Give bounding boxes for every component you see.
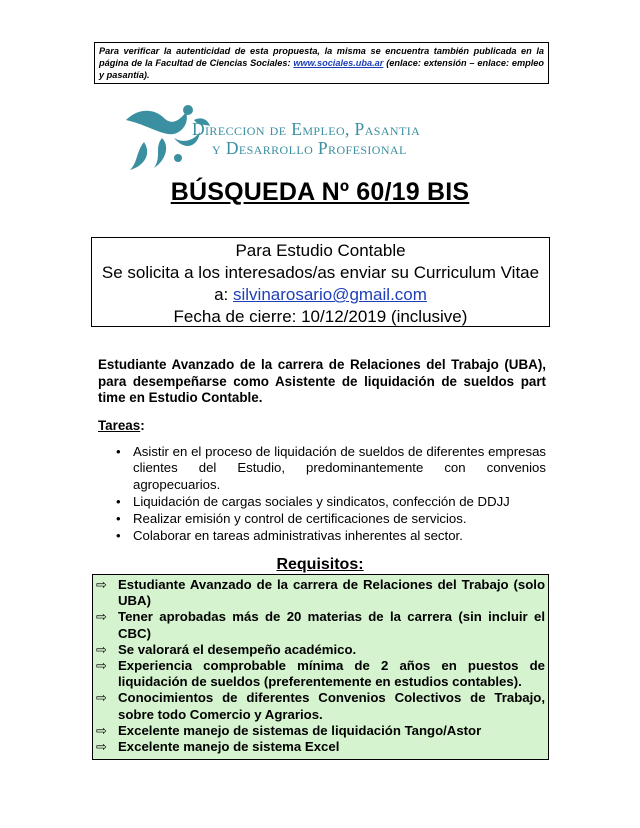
notice-text: Para verificar la autenticidad de esta propuesta, la misma se encuentra también publicada en la página de la Facultad de Ciencias Sociales: (99, 46, 544, 68)
requisitos-box (92, 574, 549, 760)
requisito-text: Estudiante Avanzado de la carrera de Relaciones del Trabajo (solo UBA) (118, 577, 545, 609)
list-item (96, 609, 545, 641)
list-item (116, 494, 546, 510)
tarea-text: Liquidación de cargas sociales y sindicatos, confección de DDJJ (133, 493, 510, 509)
requisitos-heading: Requisitos: (276, 556, 364, 573)
logo-line-2: y Desarrollo Profesional (212, 138, 407, 158)
tarea-text: Colaborar en tareas administrativas inherentes al sector. (133, 528, 463, 544)
list-item (96, 658, 545, 690)
tareas-heading-label: Tareas (98, 418, 141, 433)
closing-date: Fecha de cierre: 10/12/2019 (inclusive) (173, 307, 468, 326)
bullet-icon: • (116, 444, 121, 459)
contact-box-email-line (92, 284, 549, 306)
logo-line-1: Direccion de Empleo, Pasantia (192, 119, 421, 139)
arrow-right-icon: ⇨ (96, 577, 108, 592)
email-link[interactable]: silvinarosario@gmail.com (232, 285, 427, 304)
arrow-right-icon: ⇨ (96, 609, 108, 625)
list-item (96, 690, 545, 722)
contact-box (91, 237, 550, 327)
email-prefix: a: (214, 285, 233, 304)
arrow-right-icon: ⇨ (96, 739, 108, 755)
bullet-icon: • (116, 528, 121, 544)
arrow-right-icon: ⇨ (96, 690, 108, 706)
list-item (96, 577, 545, 609)
contact-box-instruction: Se solicita a los interesados/as enviar su Curriculum Vitae (101, 263, 540, 282)
arrow-right-icon: ⇨ (96, 722, 108, 738)
list-item (96, 739, 545, 755)
requisito-text: Se valorará el desempeño académico. (118, 641, 357, 657)
tareas-heading-colon: : (140, 418, 145, 433)
logo-wordmark (192, 120, 420, 158)
requisito-text: Excelente manejo de sistemas de liquidación Tango/Astor (118, 722, 482, 738)
list-item (116, 511, 546, 527)
list-item (116, 444, 546, 493)
faculty-website-link[interactable]: www.sociales.uba.ar (293, 58, 384, 68)
list-item (96, 642, 545, 658)
tarea-text: Asistir en el proceso de liquidación de sueldos de diferentes empresas clientes del Estudio, predominantemente con convenios agropecuarios. (133, 444, 546, 492)
bullet-icon: • (116, 511, 121, 527)
page-title: BÚSQUEDA Nº 60/19 BIS (170, 178, 470, 206)
requisito-text: Excelente manejo de sistema Excel (118, 739, 340, 755)
bullet-icon: • (116, 493, 121, 509)
tarea-text: Realizar emisión y control de certificaciones de servicios. (133, 511, 467, 527)
contact-box-heading: Para Estudio Contable (235, 241, 406, 260)
list-item (96, 723, 545, 739)
job-intro: Estudiante Avanzado de la carrera de Relaciones del Trabajo (UBA), para desempeñarse como Asistente de liquidación de sueldos part time en Estudio Contable. (98, 357, 546, 405)
requisito-text: Tener aprobadas más de 20 materias de la carrera (sin incluir el CBC) (118, 609, 545, 641)
requisito-text: Conocimientos de diferentes Convenios Colectivos de Trabajo, sobre todo Comercio y Agrarios. (118, 690, 545, 722)
tareas-heading (98, 418, 145, 433)
arrow-right-icon: ⇨ (96, 641, 108, 657)
requisito-text: Experiencia comprobable mínima de 2 años en puestos de liquidación de sueldos (preferentemente en estudios contables). (118, 658, 545, 690)
authenticity-notice (94, 42, 549, 84)
arrow-right-icon: ⇨ (96, 658, 108, 674)
tareas-list (116, 444, 546, 546)
notice-text-end: (enlace: extensión – enlace: empleo y pasantía). (99, 58, 544, 80)
list-item (116, 528, 546, 544)
